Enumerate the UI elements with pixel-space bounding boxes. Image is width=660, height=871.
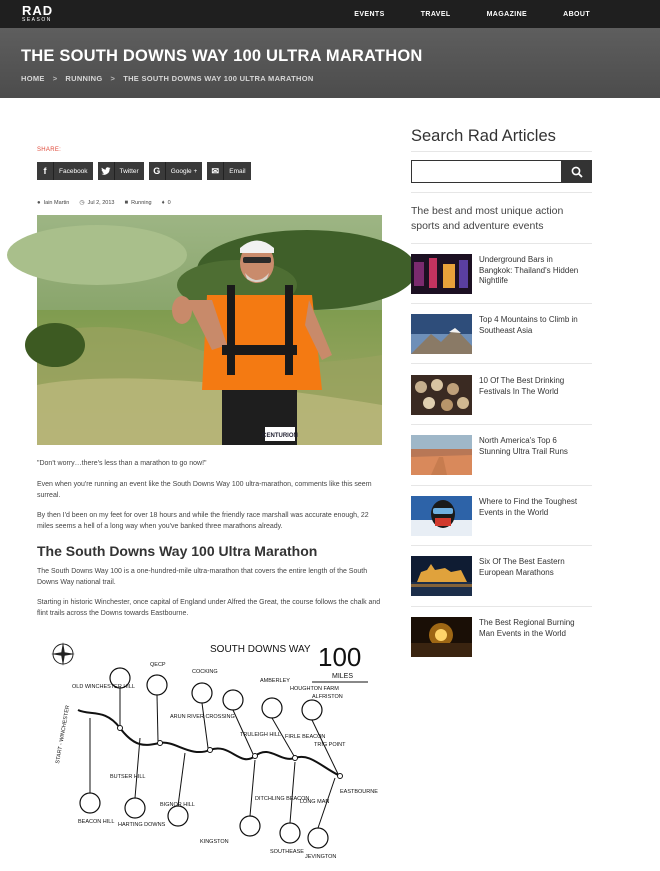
- post-author[interactable]: Iain Martin: [43, 199, 70, 206]
- article-thumbnail: [411, 556, 472, 596]
- article-thumbnail: [411, 617, 472, 657]
- sidebar-article-title[interactable]: 10 Of The Best Drinking Festivals In The World: [479, 376, 565, 396]
- map-label: START - WINCHESTER: [55, 704, 72, 765]
- map-label: FIRLE BEACON: [285, 734, 326, 740]
- map-label: TRULEIGH HILL: [240, 732, 281, 738]
- sidebar-article[interactable]: [411, 254, 592, 296]
- site-logo[interactable]: [22, 4, 53, 23]
- sidebar-article[interactable]: [411, 617, 592, 659]
- folder-icon: ■: [124, 199, 129, 206]
- sidebar-article-title[interactable]: North America's Top 6 Stunning Ultra Trail Runs: [479, 436, 568, 456]
- nav-magazine[interactable]: MAGAZINE: [486, 10, 528, 18]
- breadcrumb: [21, 74, 314, 83]
- sidebar-divider: [411, 606, 592, 607]
- map-label: COCKING: [192, 669, 218, 675]
- nav-travel[interactable]: TRAVEL: [420, 10, 451, 18]
- race-bib: CENTURION: [262, 433, 298, 439]
- sidebar-tagline: The best and most unique action sports and adventure events: [411, 205, 564, 232]
- breadcrumb-current: THE SOUTH DOWNS WAY 100 ULTRA MARATHON: [123, 74, 314, 83]
- route-map-illustration: [50, 638, 378, 863]
- map-label: TRIG POINT: [314, 742, 346, 748]
- sidebar-divider: [411, 545, 592, 546]
- post-category[interactable]: Running: [131, 199, 152, 206]
- map-label: BUTSER HILL: [110, 774, 146, 780]
- article-thumbnail: [411, 435, 472, 475]
- map-unit: MILES: [332, 673, 354, 680]
- page-title: THE SOUTH DOWNS WAY 100 ULTRA MARATHON: [21, 47, 423, 65]
- share-buttons: [37, 162, 256, 180]
- breadcrumb-home[interactable]: HOME: [21, 74, 45, 83]
- map-label: DITCHLING BEACON: [255, 796, 310, 802]
- map-label: ARUN RIVER CROSSING: [170, 714, 235, 720]
- sidebar-article[interactable]: [411, 314, 592, 356]
- map-label: BEACON HILL: [78, 819, 115, 825]
- breadcrumb-running[interactable]: RUNNING: [65, 74, 103, 83]
- map-label: HOUGHTON FARM: [290, 686, 339, 692]
- search-input[interactable]: [411, 160, 562, 183]
- clock-icon: ◷: [79, 200, 85, 206]
- map-label: LONG MAN: [300, 799, 330, 805]
- search-button[interactable]: [562, 160, 592, 183]
- article-paragraph: "Don't worry…there's less than a marathon to go now!": [37, 460, 207, 467]
- map-title: SOUTH DOWNS WAY: [210, 644, 311, 655]
- article-thumbnail: [411, 375, 472, 415]
- comment-count[interactable]: 0: [167, 199, 171, 206]
- email-icon: ✉: [207, 162, 224, 180]
- sidebar-article-title[interactable]: Top 4 Mountains to Climb in Southeast Asia: [479, 315, 578, 335]
- article-paragraph: By then I'd been on my feet for over 18 hours and while the friendly race marshall was accurate enough, 22 miles seems a hell of a long way when you've banked three marathons already.: [37, 512, 369, 530]
- share-button-label: Twitter: [119, 167, 139, 175]
- article-paragraph: Even when you're running an event like the South Downs Way 100 ultra-marathon, comments like this seem surreal.: [37, 481, 372, 499]
- google-plus-icon: G: [149, 162, 166, 180]
- sidebar-article-title[interactable]: Six Of The Best Eastern European Marathons: [479, 557, 565, 577]
- share-label: SHARE:: [37, 147, 62, 153]
- sidebar-divider: [411, 424, 592, 425]
- nav-events[interactable]: EVENTS: [354, 10, 385, 18]
- facebook-share-button[interactable]: [37, 162, 93, 180]
- top-navigation-bar: [0, 0, 660, 28]
- map-label: QECP: [150, 662, 166, 668]
- map-label: AMBERLEY: [260, 678, 290, 684]
- map-label: BIGNOR HILL: [160, 802, 195, 808]
- article-thumbnail: [411, 314, 472, 354]
- sidebar-article-title[interactable]: Where to Find the Toughest Events in the World: [479, 497, 578, 517]
- sidebar-divider: [411, 192, 592, 193]
- twitter-share-button[interactable]: [98, 162, 144, 180]
- sidebar-article-title[interactable]: Underground Bars in Bangkok: Thailand's Hidden Nightlife: [479, 255, 579, 285]
- main-nav: [318, 0, 590, 28]
- logo-text: RAD: [22, 3, 54, 18]
- article-paragraph: Starting in historic Winchester, once capital of England under Alfred the Great, the course follows the chalk and flint trails across the Downs towards Eastbourne.: [37, 599, 381, 617]
- article-paragraph: The South Downs Way 100 is a one-hundred-mile ultra-marathon that covers the entire length of the South Downs Way national trail.: [37, 568, 368, 586]
- breadcrumb-separator: >: [52, 74, 58, 83]
- map-label: HARTING DOWNS: [118, 822, 166, 828]
- email-share-button[interactable]: [207, 162, 250, 180]
- article-heading: The South Downs Way 100 Ultra Marathon: [37, 543, 318, 559]
- share-button-label: Email: [229, 167, 246, 175]
- sidebar-divider: [411, 485, 592, 486]
- sidebar-article-title[interactable]: The Best Regional Burning Man Events in the World: [479, 618, 575, 638]
- sidebar-article[interactable]: [411, 496, 592, 538]
- sidebar-search: [411, 160, 592, 183]
- author-icon: ●: [37, 199, 41, 206]
- nav-about[interactable]: ABOUT: [563, 10, 590, 18]
- sidebar-divider: [411, 363, 592, 364]
- logo-subtext: SEASON: [22, 17, 52, 23]
- share-button-label: Google +: [170, 167, 198, 175]
- map-label: JEVINGTON: [305, 854, 337, 860]
- sidebar-divider: [411, 151, 592, 152]
- sidebar-search-title: Search Rad Articles: [411, 127, 556, 145]
- sidebar-divider: [411, 303, 592, 304]
- post-date: Jul 2, 2013: [87, 199, 115, 206]
- page-hero: [0, 28, 660, 98]
- map-distance: 100: [318, 642, 362, 672]
- sidebar-divider: [411, 243, 592, 244]
- map-label: SOUTHEASE: [270, 849, 304, 855]
- map-label: OLD WINCHESTER HILL: [72, 684, 135, 690]
- article-thumbnail: [411, 496, 472, 536]
- search-icon: [571, 166, 583, 178]
- comments-icon: ♦: [161, 199, 165, 206]
- share-button-label: Facebook: [59, 167, 88, 175]
- article-thumbnail: [411, 254, 472, 294]
- map-label: KINGSTON: [200, 839, 229, 845]
- twitter-icon: [98, 162, 115, 180]
- facebook-icon: f: [37, 162, 54, 180]
- article-photo-runner: [37, 215, 382, 445]
- post-meta: [37, 199, 181, 206]
- sidebar-article[interactable]: [411, 556, 592, 598]
- map-label: EASTBOURNE: [340, 789, 378, 795]
- google-plus-share-button[interactable]: [149, 162, 203, 180]
- breadcrumb-separator: >: [110, 74, 116, 83]
- sidebar-article[interactable]: [411, 435, 592, 477]
- sidebar-article[interactable]: [411, 375, 592, 417]
- map-label: ALFRISTON: [312, 694, 343, 700]
